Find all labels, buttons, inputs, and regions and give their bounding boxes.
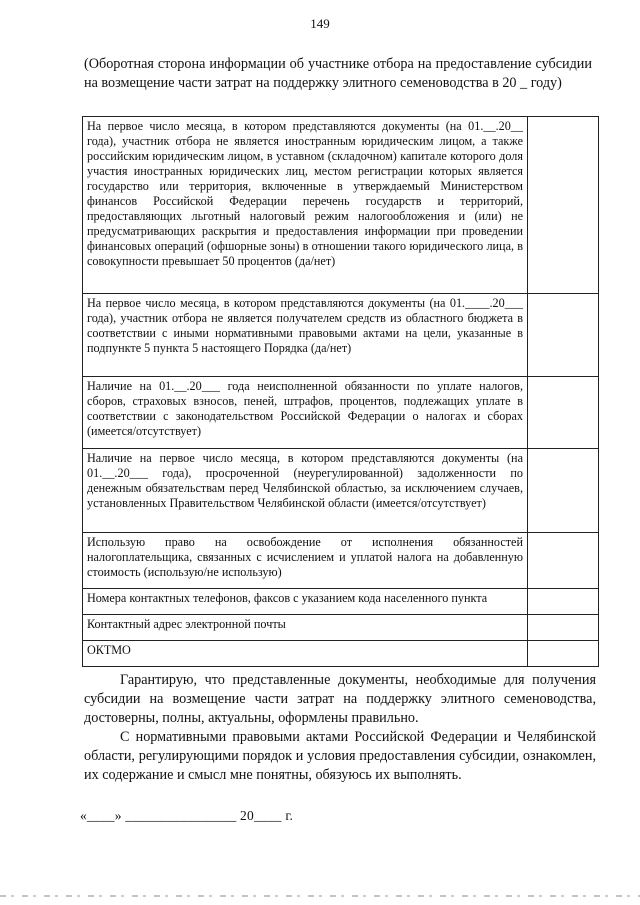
- row-label: Наличие на 01.__.20___ года неисполненной обязанности по уплате налогов, сборов, страховых взносов, пеней, штрафов, процентов, подлежащих уплате в соответствии с законодательством Российской Федерации о налогах и сборах (имеется/отсутствует): [83, 377, 528, 449]
- row-label: Контактный адрес электронной почты: [83, 615, 528, 641]
- body-text: [84, 671, 596, 785]
- table-row: [83, 117, 599, 294]
- row-label: Использую право на освобождение от исполнения обязанностей налогоплательщика, связанных с исчислением и уплатой налога на добавленную стоимость (использую/не использую): [83, 533, 528, 589]
- row-label: На первое число месяца, в котором представляются документы (на 01.__.20__ года), участник отбора не является иностранным юридическим лицом, а также российским юридическим лицом, в уставном (складочном) капитале которого доля участия иностранных юридических лиц, местом регистрации которых является государство или территория, включенные в утверждаемый Министерством финансов Российской Федерации перечень государств и территорий, предоставляющих льготный налоговый режим налогообложения и (или) не предусматривающих раскрытия и предоставления информации при проведении финансовых операций (офшорные зоны) в отношении такого юридического лица, в совокупности превышает 50 процентов (да/нет): [83, 117, 528, 294]
- table-row: [83, 449, 599, 533]
- table-row: [83, 377, 599, 449]
- table-row: [83, 294, 599, 377]
- scan-artifact-divider: [0, 895, 640, 897]
- row-value-cell[interactable]: [528, 294, 599, 377]
- form-header: (Оборотная сторона информации об участнике отбора на предоставление субсидии на возмещение части затрат на поддержку элитного семеноводства в 20 _ году): [84, 56, 592, 91]
- row-label: ОКТМО: [83, 641, 528, 667]
- table-row: [83, 615, 599, 641]
- row-value-cell[interactable]: [528, 117, 599, 294]
- row-value-cell[interactable]: [528, 641, 599, 667]
- date-signature-line[interactable]: «____» ________________ 20____ г.: [80, 808, 294, 823]
- row-label: Наличие на первое число месяца, в котором представляются документы (на 01.__.20___ года), просроченной (неурегулированной) задолженности по денежным обязательствам перед Челябинской областью, за исключением случаев, установленных Правительством Челябинской области (имеется/отсутствует): [83, 449, 528, 533]
- table-row: [83, 533, 599, 589]
- page-number: 149: [310, 16, 330, 31]
- participant-info-table: [82, 116, 599, 667]
- row-value-cell[interactable]: [528, 449, 599, 533]
- table-row: [83, 641, 599, 667]
- row-label: На первое число месяца, в котором представляются документы (на 01.____.20___ года), участник отбора не является получателем средств из областного бюджета в соответствии с иными нормативными правовыми актами на цели, указанные в подпункте 5 пункта 5 настоящего Порядка (да/нет): [83, 294, 528, 377]
- guarantee-paragraph: Гарантирую, что представленные документы, необходимые для получения субсидии на возмещение части затрат на поддержку элитного семеноводства, достоверны, полны, актуальны, оформлены правильно.: [84, 672, 596, 726]
- row-value-cell[interactable]: [528, 533, 599, 589]
- acknowledgement-paragraph: С нормативными правовыми актами Российской Федерации и Челябинской области, регулирующими порядок и условия предоставления субсидии, ознакомлен, их содержание и смысл мне понятны, обязуюсь их выполнять.: [84, 729, 596, 783]
- table-row: [83, 589, 599, 615]
- row-label: Номера контактных телефонов, факсов с указанием кода населенного пункта: [83, 589, 528, 615]
- row-value-cell[interactable]: [528, 377, 599, 449]
- row-value-cell[interactable]: [528, 615, 599, 641]
- row-value-cell[interactable]: [528, 589, 599, 615]
